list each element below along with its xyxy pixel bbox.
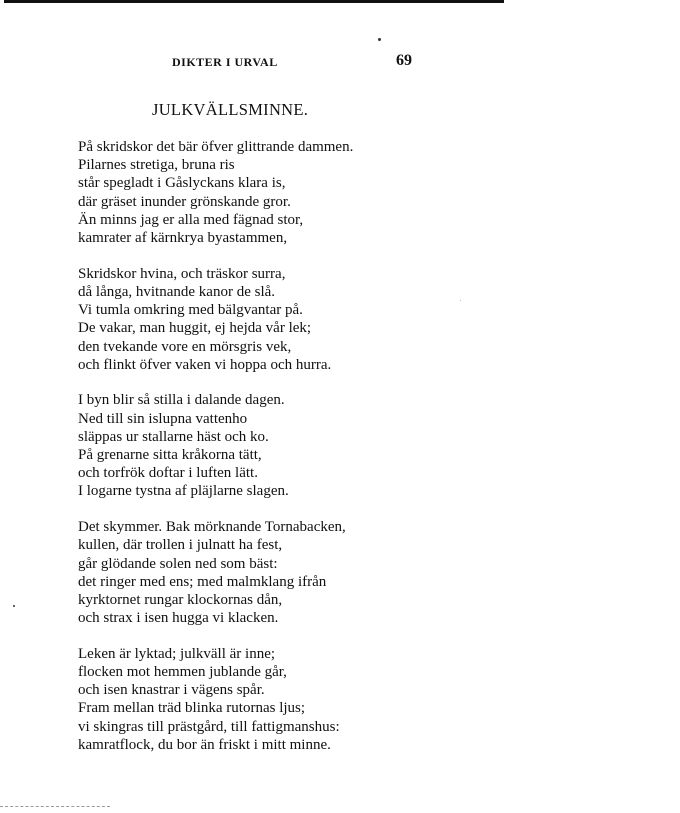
page-number: 69 — [396, 52, 412, 69]
poem-line: kamrater af kärnkrya byastammen, — [78, 230, 288, 247]
poem-line: Ned till sin islupna vattenho — [78, 410, 248, 427]
top-rule — [4, 0, 504, 3]
poem-line: där gräset inunder grönskande gror. — [78, 193, 291, 210]
stanza — [78, 138, 438, 247]
poem-line: På skridskor det bär öfver glittrande dammen. — [78, 139, 354, 155]
poem-body — [78, 138, 438, 772]
scan-speck — [460, 300, 461, 301]
poem-line: Det skymmer. Bak mörknande Tornabacken, — [78, 519, 346, 536]
poem-line: kamratflock, du bor än friskt i mitt minne. — [78, 736, 331, 753]
poem-line: På grenarne sitta kråkorna tätt, — [78, 447, 262, 464]
poem-line: det ringer med ens; med malmklang ifrån — [78, 573, 327, 590]
poem-line: flocken mot hemmen jublande går, — [78, 664, 287, 681]
poem-line: den tvekande vore en mörsgris vek, — [78, 338, 292, 355]
poem-line: släppas ur stallarne häst och ko. — [78, 428, 269, 445]
poem-line: Skridskor hvina, och träskor surra, — [78, 265, 286, 282]
poem-line: Vi tumla omkring med bälgvantar på. — [78, 302, 303, 319]
poem-line: och torfrök doftar i luften lätt. — [78, 465, 258, 482]
stanza — [78, 391, 438, 500]
stanza — [78, 645, 438, 754]
poem-line: I logarne tystna af pläjlarne slagen. — [78, 483, 289, 500]
scan-speck — [378, 38, 381, 41]
poem-line: kyrktornet rungar klockornas dån, — [78, 591, 283, 608]
poem-title: JULKVÄLLSMINNE. — [152, 100, 309, 119]
poem-line: De vakar, man huggit, ej hejda vår lek; — [78, 320, 312, 337]
running-head: DIKTER I URVAL — [172, 55, 278, 69]
poem-line: Än minns jag er alla med fägnad stor, — [78, 211, 304, 228]
poem-line: Pilarnes stretiga, bruna ris — [78, 157, 235, 174]
scan-edge-mark — [0, 806, 110, 807]
poem-line: och isen knastrar i vägens spår. — [78, 682, 265, 699]
scan-speck — [13, 605, 15, 607]
poem-line: I byn blir så stilla i dalande dagen. — [78, 392, 285, 409]
poem-line: kullen, där trollen i julnatt ha fest, — [78, 537, 283, 554]
poem-line: och strax i isen hugga vi klacken. — [78, 610, 279, 627]
poem-line: vi skingras till prästgård, till fattigmanshus: — [78, 718, 340, 735]
poem-line: då långa, hvitnande kanor de slå. — [78, 283, 276, 300]
stanza — [78, 518, 438, 627]
poem-line: går glödande solen ned som bäst: — [78, 555, 278, 572]
poem-line: Fram mellan träd blinka rutornas ljus; — [78, 700, 306, 717]
poem-line: står spegladt i Gåslyckans klara is, — [78, 175, 286, 192]
poem-line: och flinkt öfver vaken vi hoppa och hurra. — [78, 356, 332, 373]
stanza — [78, 265, 438, 374]
poem-line: Leken är lyktad; julkväll är inne; — [78, 645, 276, 662]
